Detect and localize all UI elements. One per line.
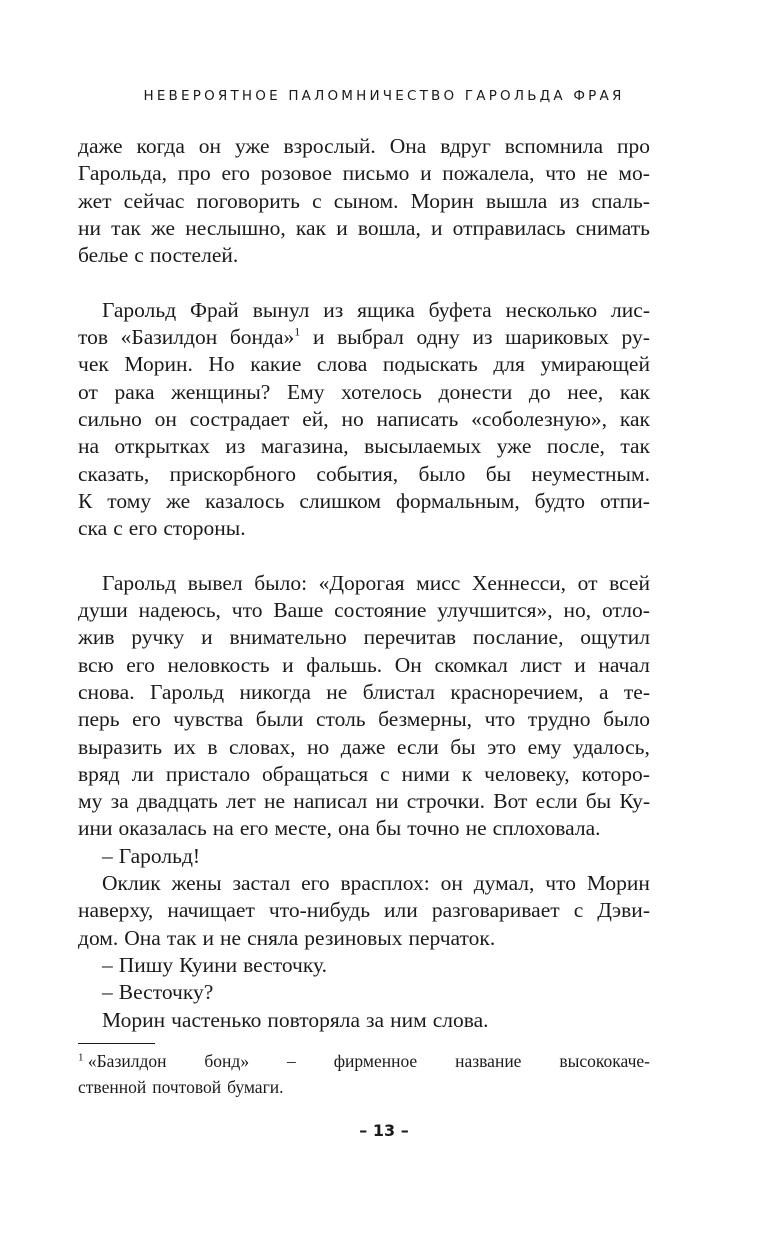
text-line [78, 433, 650, 460]
word: рака [114, 379, 155, 404]
word: для [493, 352, 525, 377]
word: человеку, [484, 761, 570, 786]
word: события, [316, 461, 399, 486]
word: двадцать [136, 789, 218, 814]
word: что [484, 707, 516, 732]
word: он [440, 871, 463, 896]
running-header: НЕВЕРОЯТНОЕ ПАЛОМНИЧЕСТВО ГАРОЛЬДА ФРАЯ [143, 88, 625, 104]
word: до [528, 379, 551, 404]
word: не [586, 161, 608, 186]
word: чек [78, 352, 109, 377]
word: из [472, 325, 493, 350]
word: му [78, 789, 103, 814]
word: было [603, 707, 650, 732]
word: его [126, 652, 155, 677]
word: «соболезную», [471, 406, 608, 431]
word: когда [136, 134, 185, 158]
word: было [418, 461, 466, 486]
word: не [263, 789, 285, 814]
word: строчки. [406, 789, 486, 814]
word: ру- [621, 325, 650, 350]
word: было: [254, 570, 308, 595]
word: безмерны, [378, 707, 473, 732]
word: пожалела, [442, 161, 535, 186]
word: буфета [428, 297, 492, 322]
word: Морин [410, 188, 474, 213]
text-line [78, 679, 650, 706]
footnote-line [78, 1048, 650, 1074]
word: сильно [78, 406, 142, 431]
word: состояние [334, 598, 427, 623]
word: не [220, 925, 242, 950]
word: начищает [167, 898, 255, 923]
word: и [574, 652, 586, 677]
word: разговаривает [431, 898, 560, 923]
word: даже [340, 734, 386, 759]
word: точно [407, 816, 460, 841]
text-line [78, 734, 650, 761]
word: бонда»$^1$ [229, 324, 301, 350]
text-line [78, 897, 650, 924]
word: или [384, 898, 418, 923]
word: ини [78, 816, 113, 841]
word: название [455, 1051, 522, 1071]
word: это [487, 734, 517, 759]
text-line [78, 406, 650, 433]
word: про [616, 134, 650, 158]
word: слова. [432, 1007, 489, 1032]
word: и [312, 325, 325, 350]
word: те- [623, 679, 650, 704]
word: вдруг [440, 134, 491, 158]
word: месте, [274, 816, 332, 841]
word: с [573, 898, 584, 923]
word: «Базилдон [120, 325, 218, 350]
word: даже [78, 134, 123, 158]
word: ственной [78, 1077, 147, 1097]
word: так [166, 925, 197, 950]
word: про [177, 161, 211, 186]
word: на [78, 434, 100, 459]
word: Гарольд! [118, 843, 201, 868]
word: ему [527, 734, 562, 759]
word: Ку- [619, 789, 650, 814]
word: что-нибудь [268, 898, 370, 923]
text-line [78, 843, 650, 870]
word: Он [394, 652, 422, 677]
footnote-divider [78, 1043, 155, 1044]
word: постелей. [149, 243, 239, 268]
text-line [78, 515, 650, 542]
word: бонд» [204, 1051, 250, 1071]
word: донести [438, 379, 513, 404]
text-line [78, 815, 650, 842]
text-line [78, 761, 650, 788]
word: неловкость [167, 652, 270, 677]
word: ни [78, 215, 102, 240]
word: Морин [586, 871, 650, 896]
word: врасплох: [340, 871, 430, 896]
word: от [78, 379, 98, 404]
word: сыном. [333, 188, 399, 213]
word: блистал [362, 679, 436, 704]
text-line [78, 952, 650, 979]
word: повторяла [267, 1007, 361, 1032]
word: $^1$ «Базилдон [78, 1051, 167, 1071]
word: жены [171, 871, 222, 896]
word: их [173, 734, 196, 759]
word: с [380, 761, 390, 786]
word: что [231, 598, 263, 623]
text-line [78, 624, 650, 651]
word: фальшь. [306, 652, 383, 677]
word: почтовой [152, 1077, 222, 1097]
word: и [336, 215, 348, 240]
word: шариковых [505, 325, 609, 350]
word: лет [226, 789, 256, 814]
word: дом. [78, 925, 119, 950]
word: Дэви- [597, 898, 650, 923]
word: что [545, 871, 576, 896]
word: как [295, 215, 327, 240]
word: казалось [205, 488, 285, 513]
word: одну [416, 325, 460, 350]
word: с [113, 516, 123, 541]
text-line [78, 242, 650, 269]
word: Фрай [190, 297, 239, 322]
word: неуместным. [531, 461, 650, 486]
word: подыскать [382, 352, 478, 377]
word: тов [78, 325, 109, 350]
word: взрослый. [283, 134, 376, 158]
word: если [535, 789, 578, 814]
word: всю [78, 652, 114, 677]
word: Ему [287, 379, 325, 404]
word: улучшится», [437, 598, 553, 623]
word: Она [124, 925, 161, 950]
word: ящика [357, 297, 415, 322]
word: жив [78, 625, 115, 650]
word: а [598, 679, 609, 704]
text-line [78, 188, 650, 215]
word: Хеннесси, [471, 570, 567, 595]
word: и [430, 215, 443, 240]
word: как [619, 406, 650, 431]
word: если [396, 734, 439, 759]
word: застал [232, 871, 291, 896]
word: послание, [472, 625, 564, 650]
word: всей [609, 570, 650, 595]
word: открытках [114, 434, 210, 459]
footnote-marker: 1 [78, 1051, 84, 1064]
text-line [78, 488, 650, 515]
text-line [78, 706, 650, 733]
word: надеюсь, [138, 598, 221, 623]
word: уже [234, 134, 270, 158]
word: хотелось [341, 379, 422, 404]
word: ска [78, 516, 108, 541]
word: написал [293, 789, 368, 814]
word: Она [389, 134, 427, 158]
word: в [207, 734, 218, 759]
text-line [78, 160, 650, 187]
word: пристало [165, 761, 251, 786]
word: Морин [102, 1007, 166, 1032]
word: же [150, 215, 176, 240]
word: же [166, 488, 191, 513]
word: к [461, 761, 473, 786]
text-line [78, 597, 650, 624]
word: но, [563, 598, 592, 623]
word: резиновых [304, 925, 403, 950]
word: ни [375, 789, 399, 814]
word: и [202, 925, 215, 950]
word: так [111, 215, 141, 240]
footnote-reference[interactable]: 1 [294, 324, 301, 339]
word: слова [316, 352, 368, 377]
word: вывел [187, 570, 243, 595]
text-line [78, 215, 650, 242]
word: прискорбного [169, 461, 296, 486]
word: лис- [611, 297, 650, 322]
word: Ваше [273, 598, 324, 623]
word: не [465, 816, 487, 841]
word: его [239, 816, 269, 841]
word: будто [534, 488, 585, 513]
word: из [559, 188, 580, 213]
word: высококаче- [559, 1051, 650, 1071]
word: лист [520, 652, 562, 677]
word: что [545, 161, 576, 186]
word: скомкал [434, 652, 508, 677]
text-line [78, 324, 650, 351]
word: но [307, 734, 330, 759]
word: мо- [618, 161, 650, 186]
word: и [420, 161, 432, 186]
footnote [78, 1048, 650, 1100]
word: трудно [527, 707, 591, 732]
word: души [78, 598, 128, 623]
word: Гарольд [102, 570, 177, 595]
text-line [78, 351, 650, 378]
word: поговорить [196, 188, 300, 213]
word: Гарольда, [78, 161, 168, 186]
text-line [78, 461, 650, 488]
word: розовое [260, 161, 332, 186]
word: перчаток. [408, 925, 496, 950]
word: удалось, [573, 734, 650, 759]
word: – [102, 843, 113, 868]
text-line [78, 788, 650, 815]
word: магазина, [260, 434, 349, 459]
word: сказать, [78, 461, 150, 486]
word: его [128, 516, 158, 541]
word: уже [496, 434, 532, 459]
word: письмо [342, 161, 410, 186]
word: Куини [179, 952, 238, 977]
word: – [287, 1051, 296, 1071]
word: никогда [239, 679, 311, 704]
word: спаль- [591, 188, 650, 213]
word: Гарольд [102, 297, 177, 322]
word: он [154, 406, 177, 431]
word: написать [376, 406, 459, 431]
word: он [198, 134, 222, 158]
word: Оклик [102, 871, 161, 896]
word: формальным, [395, 488, 520, 513]
word: и [282, 652, 294, 677]
text-line [78, 925, 650, 952]
word: на [212, 816, 234, 841]
word: его [132, 707, 161, 732]
word: фирменное [333, 1051, 418, 1071]
word: бумаги. [227, 1077, 284, 1097]
word: жет [78, 188, 112, 213]
word: тому [107, 488, 152, 513]
word: вышла [485, 188, 548, 213]
word: внимательно [229, 625, 347, 650]
word: с [312, 188, 322, 213]
word: бы [585, 789, 612, 814]
word: оказалась [118, 816, 207, 841]
word: Но [208, 352, 235, 377]
word: она [337, 816, 370, 841]
word: бы [375, 816, 402, 841]
word: бы [450, 734, 476, 759]
word: но [341, 406, 364, 431]
word: его [301, 871, 330, 896]
word: отло- [601, 598, 650, 623]
text-line [78, 870, 650, 897]
text-line [78, 1007, 650, 1034]
word: К [78, 488, 93, 513]
text-line [78, 379, 650, 406]
word: его [221, 161, 251, 186]
word: вспомнила [504, 134, 604, 158]
word: которо- [581, 761, 650, 786]
text-line [78, 133, 650, 160]
word: ли [131, 761, 154, 786]
word: высылаемых [364, 434, 482, 459]
word: несколько [505, 297, 598, 322]
text-line [78, 652, 650, 679]
word: перь [78, 707, 120, 732]
word: мисс [416, 570, 461, 595]
word: обращаться [262, 761, 369, 786]
word: от [577, 570, 598, 595]
word: снимать [575, 215, 650, 240]
word: из [225, 434, 246, 459]
word: так [620, 434, 650, 459]
word: из [323, 297, 344, 322]
word: белье [78, 243, 129, 268]
word: сейчас [123, 188, 185, 213]
word: слишком [299, 488, 381, 513]
word: после, [546, 434, 605, 459]
word: красноречием, [450, 679, 584, 704]
word: – [102, 980, 113, 1005]
word: как [619, 379, 650, 404]
word: и [201, 625, 213, 650]
word: частенько [171, 1007, 262, 1032]
word: выбрал [337, 325, 404, 350]
word: ним [390, 1007, 427, 1032]
word: Гарольд [149, 679, 225, 704]
word: сплоховала. [492, 816, 601, 841]
word: Морин. [124, 352, 193, 377]
word: умирающей [540, 352, 650, 377]
word: вошла, [357, 215, 421, 240]
word: нее, [567, 379, 604, 404]
text-line [78, 297, 650, 324]
word: ними [401, 761, 450, 786]
text-line [78, 570, 650, 597]
word: за [110, 789, 129, 814]
word: снова. [78, 679, 135, 704]
word: были [255, 707, 304, 732]
word: сострадает [189, 406, 290, 431]
word: за [366, 1007, 385, 1032]
word: столь [315, 707, 366, 732]
main-text [78, 133, 650, 1034]
word: отправилась [452, 215, 566, 240]
word: Вот [493, 789, 528, 814]
word: Пишу [118, 952, 174, 977]
word: ей, [302, 406, 329, 431]
word: Весточку? [118, 980, 214, 1005]
text-line [78, 979, 650, 1006]
footnote-line [78, 1074, 650, 1100]
word: начал [598, 652, 650, 677]
word: вряд [78, 761, 120, 786]
word: женщины? [171, 379, 271, 404]
word: отпи- [599, 488, 650, 513]
word: с [134, 243, 144, 268]
word: чувства [173, 707, 244, 732]
page-number: – 13 – [359, 1121, 409, 1140]
word: словах, [228, 734, 296, 759]
word: стороны. [163, 516, 246, 541]
word: ручку [131, 625, 185, 650]
word: неслышно, [185, 215, 286, 240]
word: вынул [252, 297, 310, 322]
word: бы [485, 461, 512, 486]
word: наверху, [78, 898, 154, 923]
word: весточку. [243, 952, 327, 977]
word: «Дорогая [318, 570, 405, 595]
word: перечитав [363, 625, 457, 650]
word: какие [250, 352, 302, 377]
word: – [102, 952, 113, 977]
word: выразить [78, 734, 163, 759]
word: ощутил [580, 625, 650, 650]
word: сняла [247, 925, 299, 950]
word: думал, [473, 871, 535, 896]
word: не [326, 679, 348, 704]
